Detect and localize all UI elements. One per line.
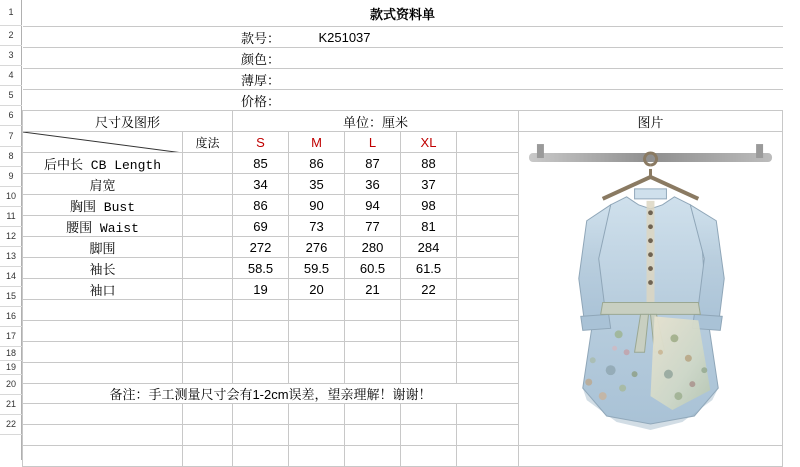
empty-cell[interactable] — [457, 132, 519, 153]
empty-cell[interactable] — [401, 342, 457, 363]
measurement-value[interactable]: 280 — [345, 237, 401, 258]
size-header-xl: XL — [401, 132, 457, 153]
table-row-size-headers — [23, 132, 783, 153]
empty-cell[interactable] — [519, 27, 783, 48]
measurement-value[interactable]: 37 — [401, 174, 457, 195]
empty-cell[interactable] — [457, 300, 519, 321]
measurement-value[interactable]: 86 — [233, 195, 289, 216]
empty-cell[interactable] — [401, 27, 457, 48]
measure-method-header: 度法 — [183, 132, 233, 153]
measure-method-cell[interactable] — [183, 237, 233, 258]
measurement-label[interactable]: 袖口 — [23, 279, 183, 300]
diagonal-line-icon — [23, 132, 182, 153]
style-spec-table — [22, 0, 783, 467]
measurement-value[interactable]: 61.5 — [401, 258, 457, 279]
measurement-value[interactable]: 73 — [289, 216, 345, 237]
measure-method-cell[interactable] — [183, 195, 233, 216]
empty-cell[interactable] — [183, 27, 233, 48]
empty-cell[interactable] — [183, 321, 233, 342]
empty-cell[interactable] — [457, 69, 519, 90]
empty-cell[interactable] — [457, 174, 519, 195]
row-number[interactable]: 2 — [0, 26, 22, 46]
empty-cell[interactable] — [289, 300, 345, 321]
field-label-style-no: 款号： — [233, 27, 289, 48]
table-row — [23, 446, 783, 467]
field-value-price[interactable] — [289, 90, 401, 111]
empty-cell[interactable] — [519, 69, 783, 90]
empty-cell[interactable] — [289, 404, 345, 425]
row-number[interactable]: 6 — [0, 106, 22, 126]
empty-cell[interactable] — [345, 446, 401, 467]
field-label-color: 颜色： — [233, 48, 289, 69]
field-label-thickness: 薄厚： — [233, 69, 289, 90]
measurement-label[interactable]: 腰围 Waist — [23, 216, 183, 237]
table-row — [23, 48, 783, 69]
empty-cell[interactable] — [519, 446, 783, 467]
measurement-label[interactable]: 肩宽 — [23, 174, 183, 195]
product-photo — [523, 134, 778, 443]
empty-cell[interactable] — [233, 300, 289, 321]
empty-cell[interactable] — [401, 404, 457, 425]
measurement-value[interactable]: 98 — [401, 195, 457, 216]
row-number[interactable]: 10 — [0, 187, 22, 207]
measurement-value[interactable]: 69 — [233, 216, 289, 237]
row-number[interactable]: 4 — [0, 66, 22, 86]
empty-cell[interactable] — [233, 321, 289, 342]
row-number[interactable]: 22 — [0, 415, 22, 435]
row-number[interactable]: 3 — [0, 46, 22, 66]
measurement-value[interactable]: 20 — [289, 279, 345, 300]
empty-cell[interactable] — [345, 404, 401, 425]
empty-cell[interactable] — [183, 300, 233, 321]
empty-cell[interactable] — [23, 27, 183, 48]
row-number[interactable]: 15 — [0, 287, 22, 307]
empty-cell[interactable] — [401, 69, 457, 90]
field-label-price: 价格： — [233, 90, 289, 111]
dress-photo-illustration — [523, 134, 778, 443]
remark-text[interactable]: 备注：手工测量尺寸会有1-2cm误差，望亲理解！谢谢！ — [23, 384, 519, 404]
sheet-grid — [22, 0, 800, 460]
empty-cell[interactable] — [289, 321, 345, 342]
size-header-s: S — [233, 132, 289, 153]
section-title-measurements: 尺寸及图形 — [23, 111, 233, 132]
measurement-value[interactable]: 19 — [233, 279, 289, 300]
field-value-style-no[interactable]: K251037 — [289, 27, 401, 48]
empty-cell[interactable] — [457, 153, 519, 174]
row-number[interactable]: 7 — [0, 126, 22, 147]
empty-cell[interactable] — [23, 425, 183, 446]
row-number[interactable]: 19 — [0, 361, 22, 375]
empty-cell[interactable] — [519, 90, 783, 111]
measure-method-cell[interactable] — [183, 279, 233, 300]
empty-cell[interactable] — [233, 425, 289, 446]
page-title: 款式资料单 — [370, 7, 436, 23]
empty-cell[interactable] — [457, 258, 519, 279]
empty-cell[interactable] — [23, 363, 183, 384]
empty-cell[interactable] — [401, 363, 457, 384]
empty-cell[interactable] — [183, 90, 233, 111]
row-number[interactable]: 1 — [0, 0, 22, 26]
empty-cell[interactable] — [457, 425, 519, 446]
empty-cell[interactable] — [345, 425, 401, 446]
measurement-value[interactable]: 86 — [289, 153, 345, 174]
empty-cell[interactable] — [23, 404, 183, 425]
empty-cell[interactable] — [183, 342, 233, 363]
row-number[interactable]: 8 — [0, 147, 22, 167]
table-row — [23, 27, 783, 48]
measurement-value[interactable]: 59.5 — [289, 258, 345, 279]
empty-cell[interactable] — [289, 342, 345, 363]
measure-method-cell[interactable] — [183, 174, 233, 195]
table-row-title — [23, 0, 783, 27]
empty-cell[interactable] — [23, 90, 183, 111]
empty-cell[interactable] — [23, 446, 183, 467]
measurement-label[interactable]: 后中长 CB Length — [23, 153, 183, 174]
section-title-picture: 图片 — [519, 111, 783, 132]
empty-cell[interactable] — [401, 321, 457, 342]
empty-cell[interactable] — [233, 446, 289, 467]
empty-cell[interactable] — [457, 27, 519, 48]
measurement-label[interactable]: 胸围 Bust — [23, 195, 183, 216]
empty-cell[interactable] — [183, 363, 233, 384]
row-number[interactable]: 11 — [0, 207, 22, 227]
measurement-value[interactable]: 272 — [233, 237, 289, 258]
field-value-color[interactable] — [289, 48, 401, 69]
measurement-value[interactable]: 284 — [401, 237, 457, 258]
empty-cell[interactable] — [23, 48, 183, 69]
empty-cell[interactable] — [23, 69, 183, 90]
empty-cell[interactable] — [233, 363, 289, 384]
measurement-value[interactable]: 90 — [289, 195, 345, 216]
size-header-m: M — [289, 132, 345, 153]
empty-cell[interactable] — [457, 363, 519, 384]
measurement-value[interactable]: 21 — [345, 279, 401, 300]
empty-cell[interactable] — [289, 363, 345, 384]
empty-cell[interactable] — [457, 279, 519, 300]
empty-cell[interactable] — [345, 363, 401, 384]
empty-cell[interactable] — [23, 321, 183, 342]
empty-cell[interactable] — [183, 425, 233, 446]
measurement-value[interactable]: 85 — [233, 153, 289, 174]
section-title-unit: 单位：厘米 — [233, 111, 519, 132]
row-number[interactable]: 21 — [0, 395, 22, 415]
empty-cell[interactable] — [23, 300, 183, 321]
empty-cell[interactable] — [457, 237, 519, 258]
empty-cell[interactable] — [457, 216, 519, 237]
empty-cell[interactable] — [183, 48, 233, 69]
empty-cell[interactable] — [457, 342, 519, 363]
measurement-value[interactable]: 34 — [233, 174, 289, 195]
row-number[interactable]: 16 — [0, 307, 22, 327]
field-value-thickness[interactable] — [289, 69, 401, 90]
empty-cell[interactable] — [345, 342, 401, 363]
row-number[interactable]: 9 — [0, 167, 22, 187]
empty-cell[interactable] — [401, 446, 457, 467]
empty-cell[interactable] — [457, 404, 519, 425]
measurement-value[interactable]: 77 — [345, 216, 401, 237]
empty-cell[interactable] — [183, 69, 233, 90]
row-number[interactable]: 13 — [0, 247, 22, 267]
row-number-gutter — [0, 0, 22, 460]
measure-method-cell[interactable] — [183, 216, 233, 237]
empty-cell[interactable] — [401, 90, 457, 111]
row-number[interactable]: 18 — [0, 347, 22, 361]
table-row — [23, 69, 783, 90]
measurement-value[interactable]: 35 — [289, 174, 345, 195]
row-number[interactable]: 14 — [0, 267, 22, 287]
row-number[interactable]: 5 — [0, 86, 22, 106]
empty-cell[interactable] — [289, 446, 345, 467]
measurement-value[interactable]: 81 — [401, 216, 457, 237]
measurement-value[interactable]: 88 — [401, 153, 457, 174]
measurement-value[interactable]: 276 — [289, 237, 345, 258]
empty-cell[interactable] — [457, 90, 519, 111]
measure-method-cell[interactable] — [183, 258, 233, 279]
empty-cell[interactable] — [183, 404, 233, 425]
empty-cell[interactable] — [519, 48, 783, 69]
empty-cell[interactable] — [401, 425, 457, 446]
empty-cell[interactable] — [345, 321, 401, 342]
measurement-label[interactable]: 脚围 — [23, 237, 183, 258]
measurement-value[interactable]: 36 — [345, 174, 401, 195]
empty-cell[interactable] — [401, 48, 457, 69]
empty-cell[interactable] — [233, 342, 289, 363]
measurement-value[interactable]: 87 — [345, 153, 401, 174]
measurement-label[interactable]: 袖长 — [23, 258, 183, 279]
empty-cell[interactable] — [345, 300, 401, 321]
row-number[interactable]: 20 — [0, 375, 22, 395]
measure-method-cell[interactable] — [183, 153, 233, 174]
table-row-section-headers — [23, 111, 783, 132]
empty-cell[interactable] — [289, 425, 345, 446]
empty-cell[interactable] — [401, 300, 457, 321]
empty-cell[interactable] — [457, 321, 519, 342]
empty-cell[interactable] — [457, 48, 519, 69]
product-photo-cell — [519, 132, 783, 446]
empty-cell[interactable] — [23, 342, 183, 363]
measurement-value[interactable]: 58.5 — [233, 258, 289, 279]
diagonal-split-cell — [23, 132, 183, 153]
measurement-value[interactable]: 94 — [345, 195, 401, 216]
measurement-value[interactable]: 60.5 — [345, 258, 401, 279]
measurement-value[interactable]: 22 — [401, 279, 457, 300]
table-row — [23, 90, 783, 111]
empty-cell[interactable] — [457, 195, 519, 216]
size-header-l: L — [345, 132, 401, 153]
empty-cell[interactable] — [183, 446, 233, 467]
row-number[interactable]: 17 — [0, 327, 22, 347]
empty-cell[interactable] — [457, 446, 519, 467]
row-number[interactable]: 12 — [0, 227, 22, 247]
empty-cell[interactable] — [233, 404, 289, 425]
